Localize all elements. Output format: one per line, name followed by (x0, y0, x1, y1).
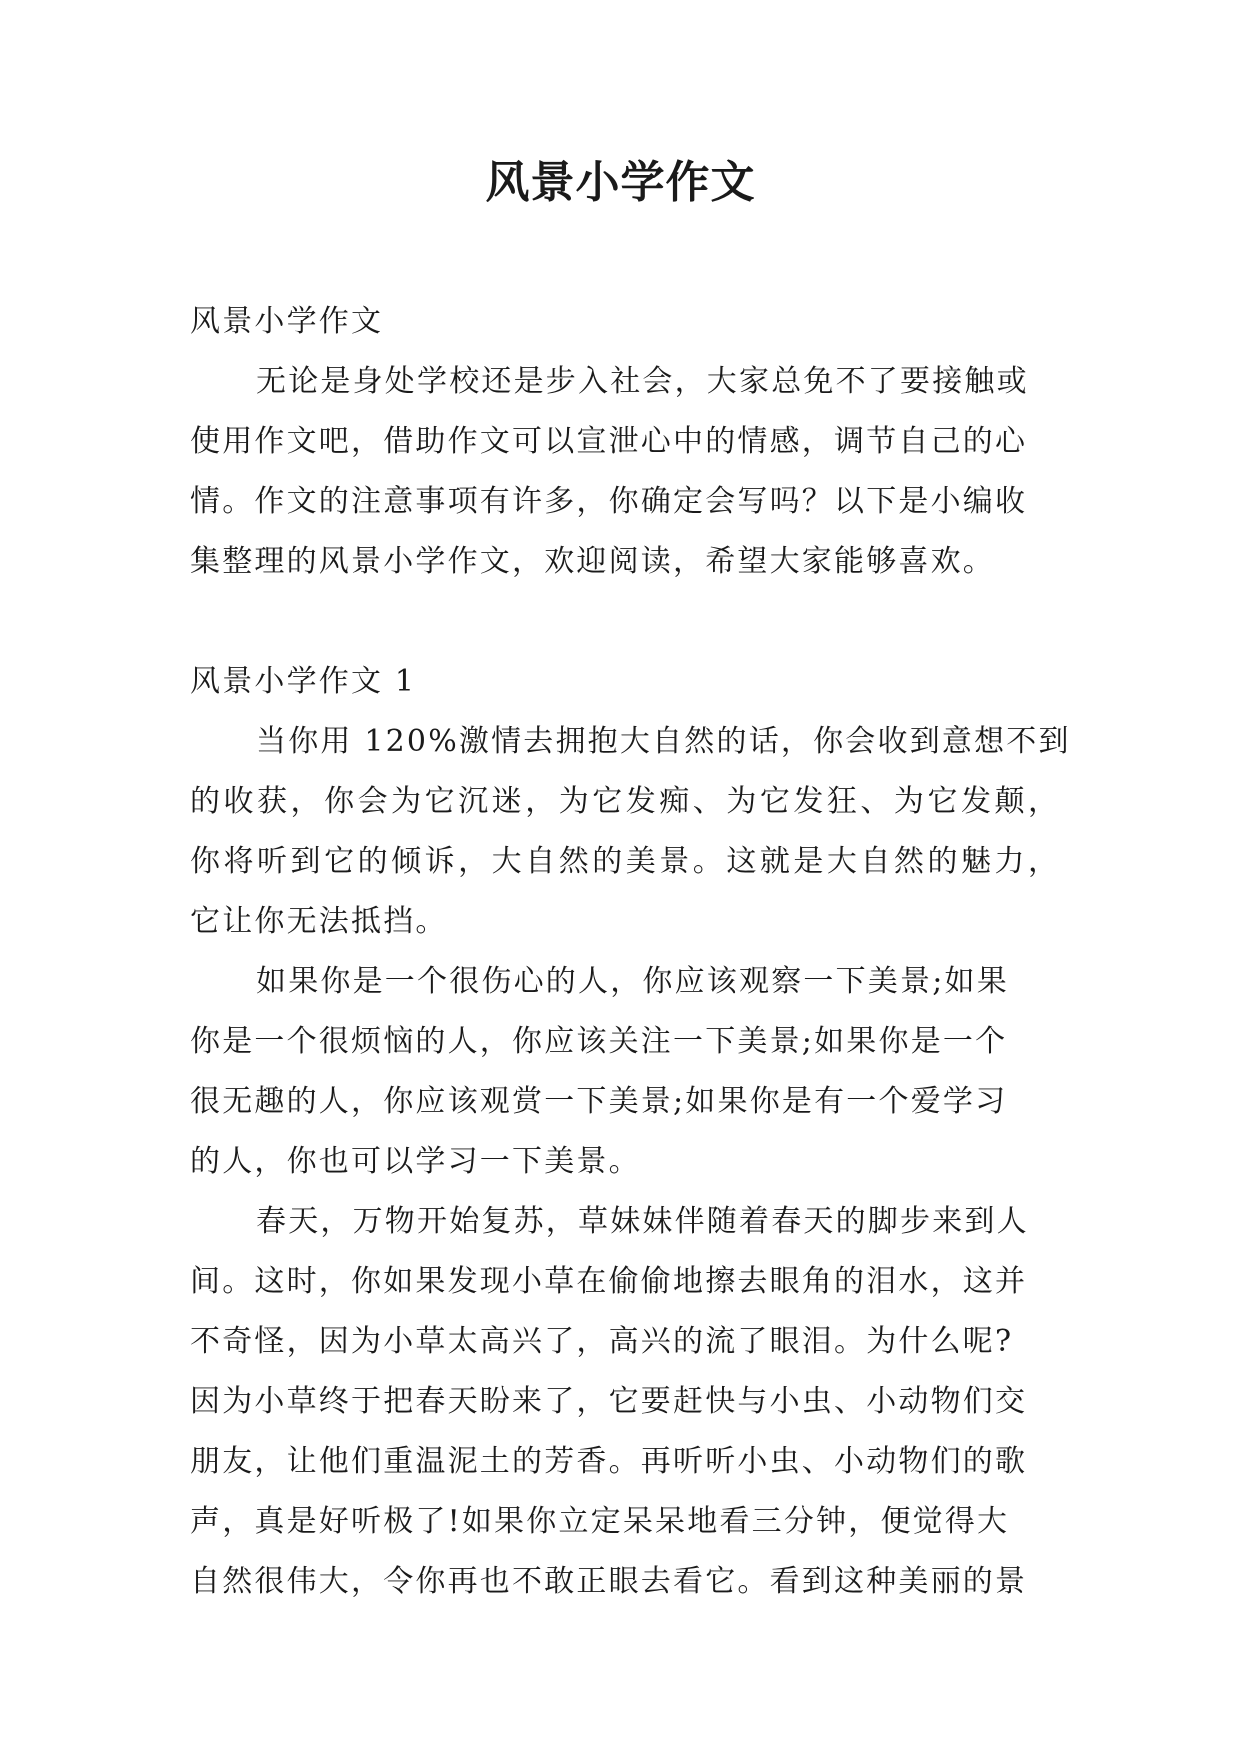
paragraph-line: 自然很伟大，令你再也不敢正眼去看它。看到这种美丽的景 (190, 1564, 1028, 1599)
paragraph-line: 当你用 120%激情去拥抱大自然的话，你会收到意想不到 (256, 724, 1071, 759)
paragraph-line: 你将听到它的倾诉，大自然的美景。这就是大自然的魅力， (190, 844, 1058, 879)
paragraph-gap (190, 592, 1058, 652)
intro-line: 情。作文的注意事项有许多，你确定会写吗？以下是小编收 (190, 484, 1028, 519)
paragraph-line: 它让你无法抵挡。 (190, 904, 448, 939)
paragraph-line: 间。这时，你如果发现小草在偷偷地擦去眼角的泪水，这并 (190, 1264, 1028, 1299)
paragraph-line: 朋友，让他们重温泥土的芳香。再听听小虫、小动物们的歌 (190, 1444, 1028, 1479)
paragraph-line: 如果你是一个很伤心的人，你应该观察一下美景;如果 (256, 964, 1009, 999)
paragraph-2 (190, 952, 1058, 1192)
paragraph-line: 的人，你也可以学习一下美景。 (190, 1144, 641, 1179)
paragraph-1 (190, 712, 1071, 952)
paragraph-line: 因为小草终于把春天盼来了，它要赶快与小虫、小动物们交 (190, 1384, 1028, 1419)
intro-paragraph (190, 352, 1058, 592)
paragraph-3 (190, 1192, 1058, 1612)
paragraph-line: 的收获，你会为它沉迷，为它发痴、为它发狂、为它发颠， (190, 784, 1058, 819)
intro-line: 集整理的风景小学作文，欢迎阅读，希望大家能够喜欢。 (190, 544, 995, 579)
paragraph-line: 声，真是好听极了!如果你立定呆呆地看三分钟，便觉得大 (190, 1504, 1010, 1539)
document-title: 风景小学作文 (485, 157, 756, 208)
intro-line: 无论是身处学校还是步入社会，大家总免不了要接触或 (256, 364, 1029, 399)
paragraph-line: 你是一个很烦恼的人，你应该关注一下美景;如果你是一个 (190, 1024, 1008, 1059)
intro-line: 使用作文吧，借助作文可以宣泄心中的情感，调节自己的心 (190, 424, 1028, 459)
document-body (190, 292, 1071, 1612)
paragraph-line: 不奇怪，因为小草太高兴了，高兴的流了眼泪。为什么呢? (190, 1324, 1014, 1359)
paragraph-line: 春天，万物开始复苏，草妹妹伴随着春天的脚步来到人 (256, 1204, 1029, 1239)
paragraph-line: 很无趣的人，你应该观赏一下美景;如果你是有一个爱学习 (190, 1084, 1008, 1119)
document-subtitle: 风景小学作文 (190, 304, 384, 339)
section-heading: 风景小学作文 1 (190, 664, 417, 699)
